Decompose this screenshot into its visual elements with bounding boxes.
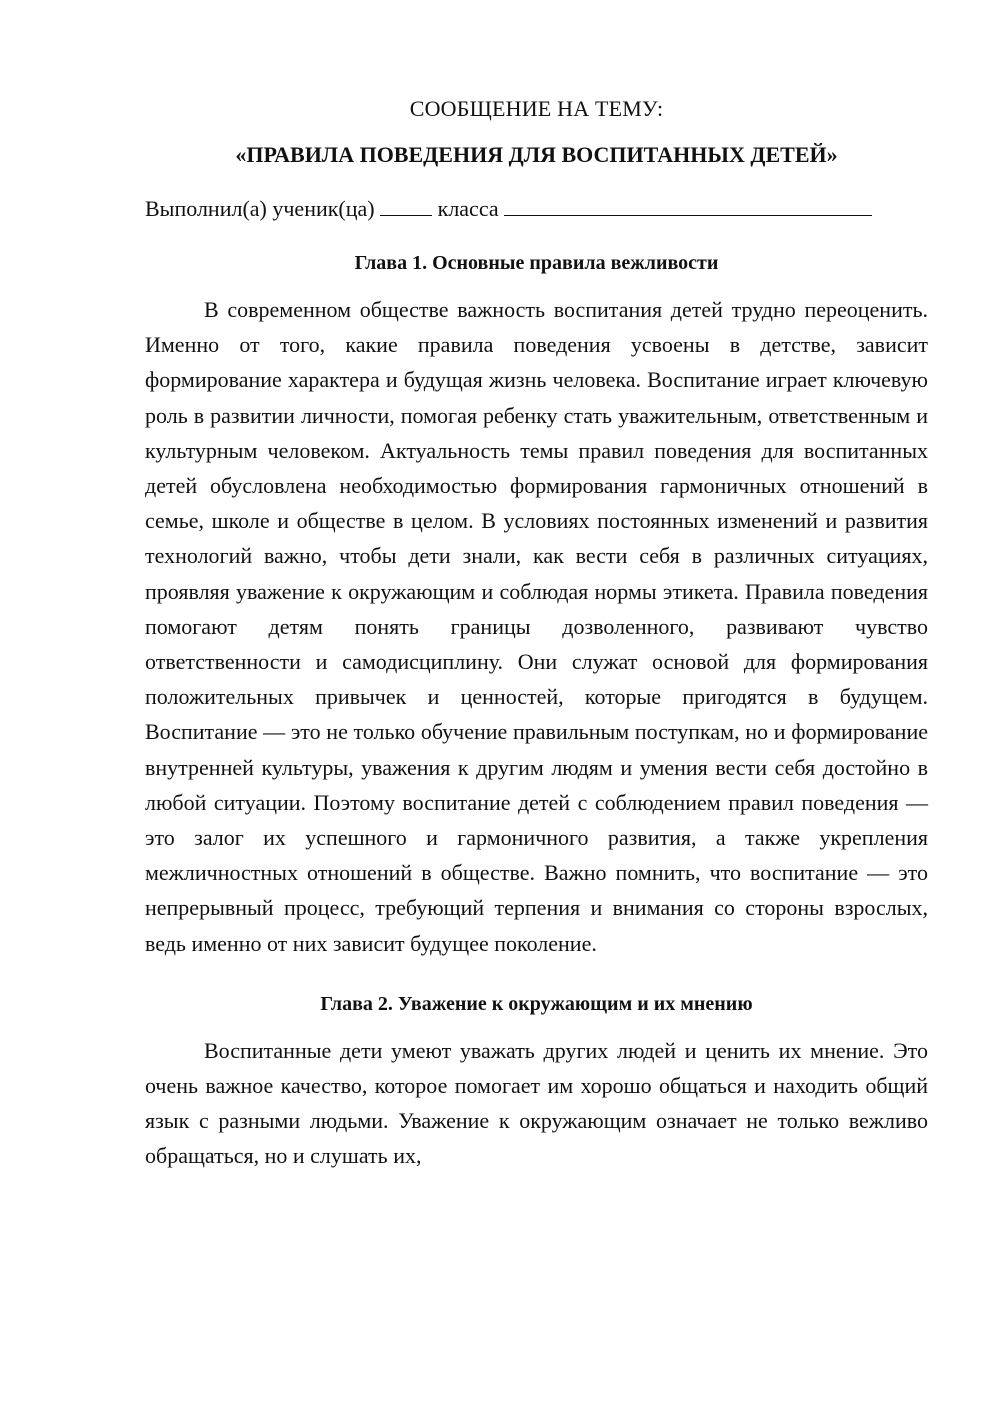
chapter-1-title: Глава 1. Основные правила вежливости <box>354 252 719 274</box>
author-prefix: Выполнил(а) ученик(ца) <box>145 196 375 221</box>
author-middle: класса <box>437 196 499 221</box>
chapter-1-paragraph: В современном обществе важность воспитания детей трудно переоценить. Именно от того, какие правила поведения усвоены в детстве, зависит формирование характера и будущая жизнь человека. Воспитание играет ключевую роль в развитии личности, помогая ребенку стать уважительным, ответственным и культурным человеком. Актуальность темы правил поведения для воспитанных детей обусловлена необходимостью формирования гармоничных отношений в семье, школе и обществе в целом. В условиях постоянных изменений и развития технологий важно, чтобы дети знали, как вести себя в различных ситуациях, проявляя уважение к окружающим и соблюдая нормы этикета. Правила поведения помогают детям понять границы дозволенного, развивают чувство ответственности и самодисциплину. Они служат основой для формирования положительных привычек и ценностей, которые пригодятся в будущем. Воспитание — это не только обучение правильным поступкам, но и формирование внутренней культуры, уважения к другим людям и умения вести себя достойно в любой ситуации. Поэтому воспитание детей с соблюдением правил поведения — это залог их успешного и гармоничного развития, а также укрепления межличностных отношений в обществе. Важно помнить, что воспитание — это непрерывный процесс, требующий терпения и внимания со стороны взрослых, ведь именно от них зависит будущее поколение. <box>145 297 928 956</box>
class-number-blank <box>380 195 432 216</box>
chapter-2-paragraph: Воспитанные дети умеют уважать других людей и ценить их мнение. Это очень важное качество, которое помогает им хорошо общаться и находить общий язык с разными людьми. Уважение к окружающим означает не только вежливо обращаться, но и слушать их, <box>145 1037 928 1169</box>
title-line-1: СООБЩЕНИЕ НА ТЕМУ: <box>409 96 664 121</box>
author-line <box>145 194 928 224</box>
class-name-blank <box>504 195 872 216</box>
chapter-2-title: Глава 2. Уважение к окружающим и их мнению <box>320 992 753 1015</box>
document-content <box>145 94 928 1174</box>
title-line-2: «ПРАВИЛА ПОВЕДЕНИЯ ДЛЯ ВОСПИТАННЫХ ДЕТЕЙ» <box>235 142 838 167</box>
